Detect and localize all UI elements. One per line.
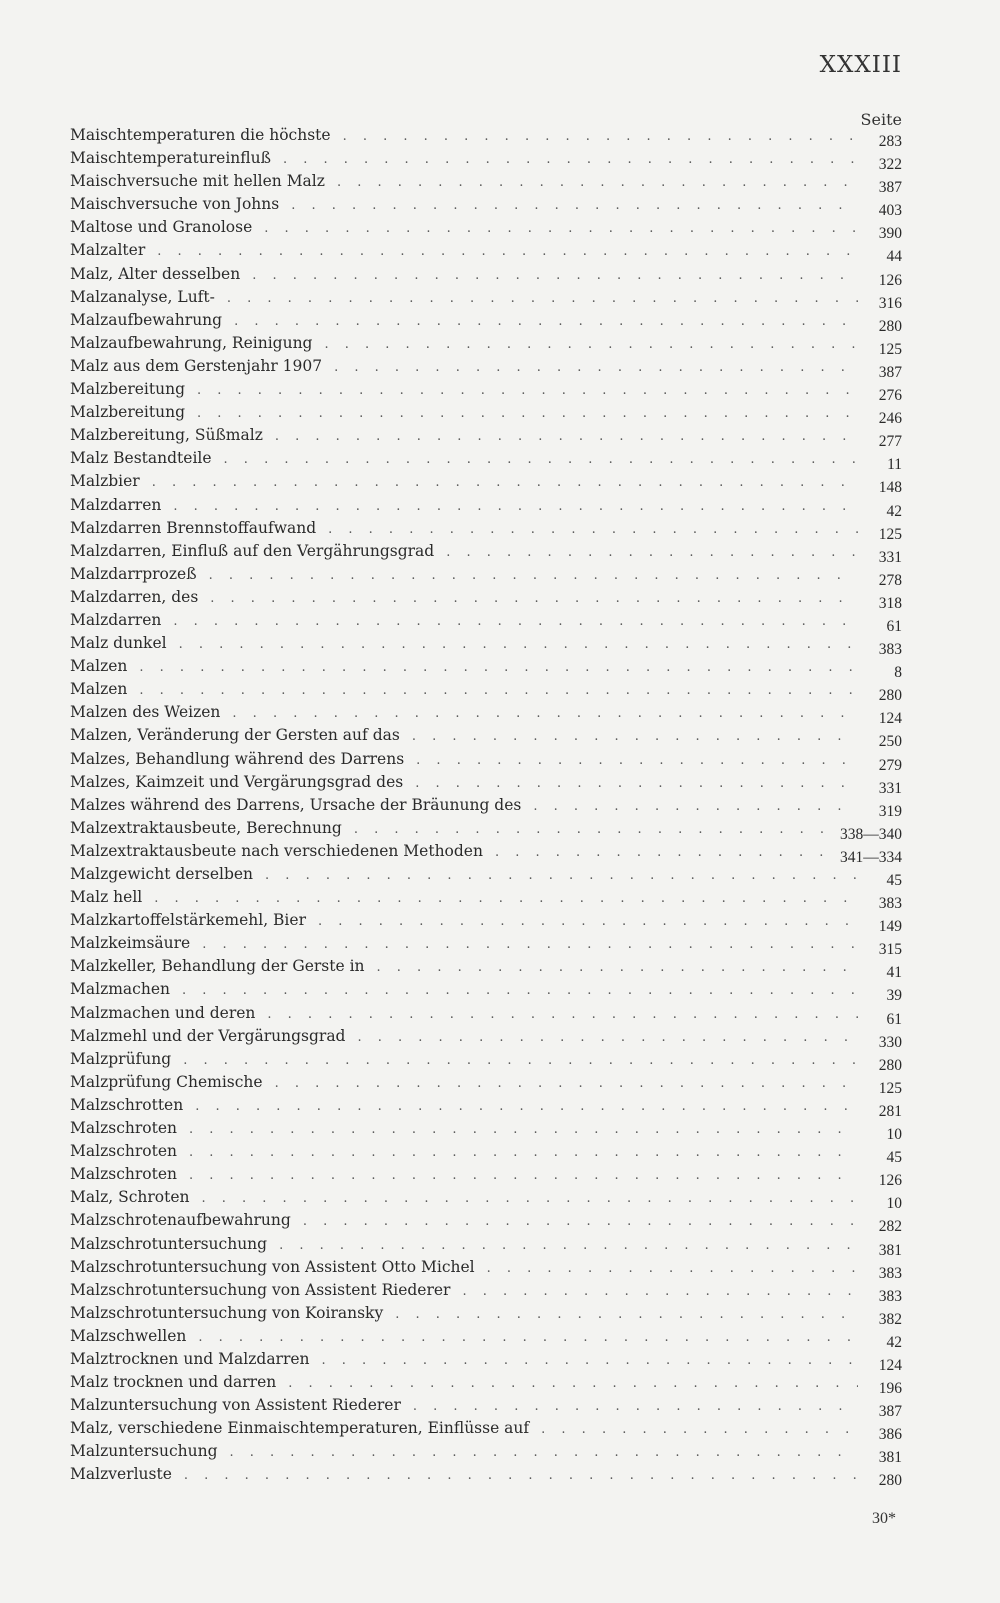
entry-page-number: 126 bbox=[878, 271, 902, 289]
entry-page-number: 125 bbox=[878, 340, 902, 358]
entry-page-number: 277 bbox=[878, 433, 902, 451]
entry-term: Malz trocknen und darren bbox=[70, 1373, 277, 1392]
entry-term: Malz, verschiedene Einmaischtemperaturen, Einflüsse auf bbox=[70, 1419, 530, 1438]
entry-page-number: 381 bbox=[878, 1241, 902, 1259]
dot-leader bbox=[197, 379, 858, 402]
entry-page-number: 387 bbox=[878, 363, 902, 381]
index-entry bbox=[70, 563, 902, 589]
dot-leader bbox=[334, 356, 858, 379]
index-entry bbox=[70, 909, 902, 936]
entry-term: Malzschroten bbox=[70, 1119, 177, 1138]
dot-leader bbox=[288, 1372, 858, 1395]
index-entry bbox=[70, 239, 902, 266]
index-entry bbox=[70, 1186, 902, 1213]
index-entry bbox=[70, 1002, 902, 1028]
dot-leader bbox=[152, 471, 858, 494]
entry-term: Maischtemperaturen die höchste bbox=[70, 126, 331, 144]
entry-term: Malzschroten bbox=[70, 1165, 177, 1184]
entry-term: Malzes, Kaimzeit und Vergärungsgrad des bbox=[70, 772, 404, 791]
entry-page-number: 246 bbox=[878, 410, 902, 428]
index-entry bbox=[70, 886, 902, 913]
entry-page-number: 281 bbox=[878, 1102, 902, 1120]
index-entry bbox=[70, 216, 902, 243]
entry-page-number: 331 bbox=[878, 548, 902, 566]
entry-term: Malz, Schroten bbox=[70, 1188, 190, 1207]
dot-leader bbox=[157, 240, 858, 263]
entry-term: Malz, Alter desselben bbox=[70, 264, 241, 283]
index-entry bbox=[70, 1325, 902, 1351]
entry-term: Maischversuche von Johns bbox=[70, 195, 280, 214]
dot-leader bbox=[354, 818, 834, 841]
entry-term: Malzuntersuchung von Assistent Riederer bbox=[70, 1396, 401, 1415]
entry-term: Malzalter bbox=[70, 241, 146, 260]
index-entry bbox=[70, 1233, 902, 1259]
entry-page-number: 338—340 bbox=[840, 825, 902, 843]
index-entry bbox=[70, 470, 902, 497]
dot-leader bbox=[322, 1349, 858, 1372]
entry-term: Malz dunkel bbox=[70, 634, 167, 653]
entry-term: Malzkeimsäure bbox=[70, 934, 191, 953]
index-entry bbox=[70, 1140, 902, 1167]
entry-term: Malzaufbewahrung, Reinigung bbox=[70, 333, 313, 352]
entry-page-number: 39 bbox=[886, 987, 902, 1005]
dot-leader bbox=[275, 425, 858, 448]
entry-term: Malzschwellen bbox=[70, 1326, 187, 1345]
entry-term: Malzschrotten bbox=[70, 1095, 184, 1114]
entry-page-number: 390 bbox=[878, 225, 902, 243]
entry-page-number: 383 bbox=[878, 641, 902, 659]
index-entry bbox=[70, 609, 902, 635]
entry-term: Malzschrotenaufbewahrung bbox=[70, 1211, 291, 1230]
entry-term: Malzschrotuntersuchung von Assistent Riederer bbox=[70, 1280, 451, 1299]
dot-leader bbox=[184, 1464, 858, 1487]
index-entry bbox=[70, 147, 902, 174]
dot-leader bbox=[230, 1441, 859, 1464]
signature-mark: 30* bbox=[872, 1510, 896, 1527]
entry-term: Malzschrotuntersuchung von Assistent Otto Michel bbox=[70, 1257, 475, 1276]
entry-page-number: 61 bbox=[886, 1010, 902, 1028]
entry-term: Maltose und Granolose bbox=[70, 218, 253, 237]
dot-leader bbox=[173, 610, 858, 633]
index-entry bbox=[70, 1417, 902, 1444]
entry-term: Malzes, Behandlung während des Darrens bbox=[70, 749, 405, 768]
entry-term: Malzbereitung bbox=[70, 380, 185, 399]
dot-leader bbox=[303, 1210, 858, 1233]
dot-leader bbox=[189, 1118, 858, 1141]
entry-term: Malzmehl und der Vergärungsgrad bbox=[70, 1026, 346, 1045]
dot-leader bbox=[227, 287, 858, 310]
entry-page-number: 280 bbox=[878, 687, 902, 705]
dot-leader bbox=[446, 541, 858, 564]
index-entry bbox=[70, 840, 902, 866]
entry-term: Malztrocknen und Malzdarren bbox=[70, 1349, 310, 1368]
index-entry bbox=[70, 701, 902, 728]
dot-leader bbox=[415, 772, 858, 795]
index-entry bbox=[70, 978, 902, 1005]
index-entry bbox=[70, 771, 902, 797]
dot-leader bbox=[202, 1187, 859, 1210]
index-entry bbox=[70, 193, 902, 220]
index-entry bbox=[70, 332, 902, 358]
entry-page-number: 125 bbox=[878, 525, 902, 543]
index-entry bbox=[70, 263, 902, 289]
entry-page-number: 10 bbox=[886, 1126, 902, 1144]
entry-page-number: 8 bbox=[894, 664, 902, 682]
index-entry bbox=[70, 1163, 902, 1190]
entry-term: Malzdarren bbox=[70, 495, 162, 514]
entry-term: Malzen bbox=[70, 657, 128, 676]
entry-page-number: 149 bbox=[878, 918, 902, 936]
dot-leader bbox=[495, 841, 834, 864]
entry-term: Malzschrotuntersuchung von Koiransky bbox=[70, 1303, 384, 1322]
entry-term: Malzbereitung, Süßmalz bbox=[70, 426, 263, 445]
entry-term: Malzdarren, des bbox=[70, 587, 199, 606]
dot-leader bbox=[139, 656, 858, 679]
entry-term: Malzen, Veränderung der Gersten auf das bbox=[70, 726, 400, 745]
entry-term: Malzdarrprozeß bbox=[70, 564, 197, 583]
dot-leader bbox=[412, 725, 858, 748]
entry-page-number: 383 bbox=[878, 1264, 902, 1282]
dot-leader bbox=[198, 1326, 858, 1349]
entry-page-number: 341—334 bbox=[840, 848, 902, 866]
index-entry bbox=[70, 1440, 902, 1467]
entry-page-number: 196 bbox=[878, 1380, 902, 1398]
entry-term: Malzes während des Darrens, Ursache der Bräunung des bbox=[70, 795, 522, 814]
dot-leader bbox=[224, 448, 858, 471]
entry-page-number: 382 bbox=[878, 1310, 902, 1328]
dot-leader bbox=[210, 587, 858, 610]
dot-leader bbox=[189, 1164, 858, 1187]
index-entry bbox=[70, 1371, 902, 1398]
entry-term: Malz Bestandteile bbox=[70, 449, 212, 468]
entry-term: Malzbereitung bbox=[70, 403, 185, 422]
entry-page-number: 10 bbox=[886, 1195, 902, 1213]
dot-leader bbox=[487, 1257, 858, 1280]
entry-page-number: 283 bbox=[878, 133, 902, 150]
entry-page-number: 41 bbox=[886, 964, 902, 982]
entry-term: Malz hell bbox=[70, 888, 143, 907]
entry-page-number: 124 bbox=[878, 1356, 902, 1374]
seite-label: Seite bbox=[860, 110, 902, 129]
entry-term: Malzextraktausbeute nach verschiedenen Methoden bbox=[70, 841, 483, 860]
entry-page-number: 250 bbox=[878, 733, 902, 751]
entry-page-number: 42 bbox=[886, 1333, 902, 1351]
index-entry bbox=[70, 378, 902, 405]
index-entry bbox=[70, 1094, 902, 1120]
entry-page-number: 44 bbox=[886, 248, 902, 266]
index-entry bbox=[70, 540, 902, 566]
index-entry bbox=[70, 494, 902, 520]
entry-term: Malzen des Weizen bbox=[70, 703, 221, 722]
index-entry bbox=[70, 401, 902, 428]
entry-page-number: 61 bbox=[886, 617, 902, 635]
entry-term: Malzkeller, Behandlung der Gerste in bbox=[70, 957, 365, 976]
dot-leader bbox=[291, 194, 858, 217]
dot-leader bbox=[541, 1418, 858, 1441]
entry-term: Malzextraktausbeute, Berechnung bbox=[70, 818, 342, 837]
dot-leader bbox=[377, 956, 858, 979]
index-entry bbox=[70, 424, 902, 451]
entry-page-number: 322 bbox=[878, 156, 902, 174]
dot-leader bbox=[533, 795, 858, 818]
dot-leader bbox=[252, 264, 858, 287]
entry-term: Malzgewicht derselben bbox=[70, 865, 254, 883]
dot-leader bbox=[275, 1072, 858, 1095]
index-entry bbox=[70, 932, 902, 959]
index-entry bbox=[70, 1025, 902, 1051]
dot-leader bbox=[183, 1049, 858, 1072]
dot-leader bbox=[318, 910, 858, 933]
index-entry bbox=[70, 794, 902, 820]
entry-page-number: 126 bbox=[878, 1172, 902, 1190]
entry-term: Malzbier bbox=[70, 472, 140, 491]
entry-term: Malzdarren bbox=[70, 610, 162, 629]
entry-page-number: 330 bbox=[878, 1033, 902, 1051]
dot-leader bbox=[337, 171, 858, 194]
dot-leader bbox=[189, 1141, 858, 1164]
index-entry bbox=[70, 517, 902, 543]
dot-leader bbox=[283, 148, 858, 171]
entry-term: Malzschrotuntersuchung bbox=[70, 1234, 268, 1253]
entry-page-number: 45 bbox=[886, 1149, 902, 1167]
entry-page-number: 148 bbox=[878, 479, 902, 497]
entry-term: Malzverluste bbox=[70, 1465, 172, 1484]
dot-leader bbox=[279, 1234, 858, 1257]
index-entry bbox=[70, 309, 902, 335]
entry-page-number: 280 bbox=[878, 317, 902, 335]
entry-term: Malzen bbox=[70, 680, 128, 699]
index-entry bbox=[70, 748, 902, 774]
entry-term: Malzmachen und deren bbox=[70, 1003, 256, 1022]
entry-page-number: 403 bbox=[878, 202, 902, 220]
dot-leader bbox=[173, 495, 858, 518]
entry-term: Malzschroten bbox=[70, 1142, 177, 1161]
entry-page-number: 280 bbox=[878, 1472, 902, 1490]
dot-leader bbox=[267, 1003, 858, 1026]
index-entry bbox=[70, 447, 902, 474]
dot-leader bbox=[209, 564, 858, 587]
entry-term: Malzanalyse, Luft- bbox=[70, 287, 215, 306]
entry-term: Malzaufbewahrung bbox=[70, 310, 223, 329]
entry-term: Malzdarren Brennstoffaufwand bbox=[70, 518, 317, 537]
index-entry bbox=[70, 1463, 902, 1490]
dot-leader bbox=[182, 979, 858, 1002]
index-entry bbox=[70, 1048, 902, 1074]
index-entry bbox=[70, 355, 902, 381]
dot-leader bbox=[462, 1280, 858, 1303]
dot-leader bbox=[202, 933, 858, 956]
entry-page-number: 125 bbox=[878, 1079, 902, 1097]
index-entry bbox=[70, 1279, 902, 1305]
entry-page-number: 381 bbox=[878, 1449, 902, 1467]
index-entry bbox=[70, 1256, 902, 1282]
index-list bbox=[70, 124, 902, 1490]
index-entry bbox=[70, 955, 902, 982]
entry-page-number: 386 bbox=[878, 1426, 902, 1444]
index-entry bbox=[70, 724, 902, 751]
dot-leader bbox=[265, 864, 858, 887]
entry-page-number: 11 bbox=[887, 456, 902, 474]
dot-leader bbox=[328, 518, 858, 541]
page-number: XXXIII bbox=[819, 52, 902, 78]
entry-page-number: 280 bbox=[878, 1056, 902, 1074]
dot-leader bbox=[357, 1026, 858, 1049]
dot-leader bbox=[343, 125, 858, 148]
index-entry bbox=[70, 1348, 902, 1374]
entry-page-number: 316 bbox=[878, 294, 902, 312]
index-entry bbox=[70, 1302, 902, 1328]
entry-term: Maischtemperatureinfluß bbox=[70, 149, 271, 168]
index-entry bbox=[70, 1394, 902, 1421]
dot-leader bbox=[154, 887, 858, 910]
entry-page-number: 282 bbox=[878, 1218, 902, 1236]
entry-page-number: 124 bbox=[878, 710, 902, 728]
index-entry bbox=[70, 286, 902, 312]
index-entry bbox=[70, 678, 902, 705]
entry-page-number: 318 bbox=[878, 594, 902, 612]
index-entry bbox=[70, 1071, 902, 1097]
entry-page-number: 331 bbox=[878, 779, 902, 797]
dot-leader bbox=[197, 402, 858, 425]
dot-leader bbox=[395, 1303, 858, 1326]
entry-term: Malzmachen bbox=[70, 980, 170, 999]
index-entry bbox=[70, 586, 902, 612]
entry-page-number: 279 bbox=[878, 756, 902, 774]
dot-leader bbox=[179, 633, 858, 656]
entry-page-number: 42 bbox=[886, 502, 902, 520]
entry-page-number: 278 bbox=[878, 571, 902, 589]
entry-term: Malzdarren, Einfluß auf den Vergährungsgrad bbox=[70, 541, 435, 560]
entry-term: Maischversuche mit hellen Malz bbox=[70, 172, 325, 191]
dot-leader bbox=[234, 310, 858, 333]
entry-term: Malz aus dem Gerstenjahr 1907 bbox=[70, 356, 323, 375]
index-entry bbox=[70, 863, 902, 889]
entry-page-number: 383 bbox=[878, 895, 902, 913]
dot-leader bbox=[324, 333, 858, 356]
dot-leader bbox=[139, 679, 858, 702]
index-entry bbox=[70, 170, 902, 197]
entry-page-number: 319 bbox=[878, 802, 902, 820]
index-entry bbox=[70, 817, 902, 843]
entry-page-number: 387 bbox=[878, 1403, 902, 1421]
index-entry bbox=[70, 1117, 902, 1144]
entry-page-number: 45 bbox=[886, 872, 902, 889]
dot-leader bbox=[416, 749, 858, 772]
index-entry bbox=[70, 632, 902, 659]
entry-page-number: 315 bbox=[878, 941, 902, 959]
entry-term: Malzkartoffelstärkemehl, Bier bbox=[70, 911, 306, 930]
entry-term: Malzprüfung Chemische bbox=[70, 1072, 263, 1091]
entry-page-number: 276 bbox=[878, 387, 902, 405]
index-entry bbox=[70, 124, 902, 150]
dot-leader bbox=[413, 1395, 858, 1418]
entry-term: Malzuntersuchung bbox=[70, 1442, 218, 1461]
dot-leader bbox=[232, 702, 858, 725]
dot-leader bbox=[264, 217, 858, 240]
entry-page-number: 383 bbox=[878, 1287, 902, 1305]
index-entry bbox=[70, 655, 902, 682]
dot-leader bbox=[195, 1095, 858, 1118]
entry-term: Malzprüfung bbox=[70, 1049, 172, 1068]
index-entry bbox=[70, 1209, 902, 1236]
entry-page-number: 387 bbox=[878, 179, 902, 197]
